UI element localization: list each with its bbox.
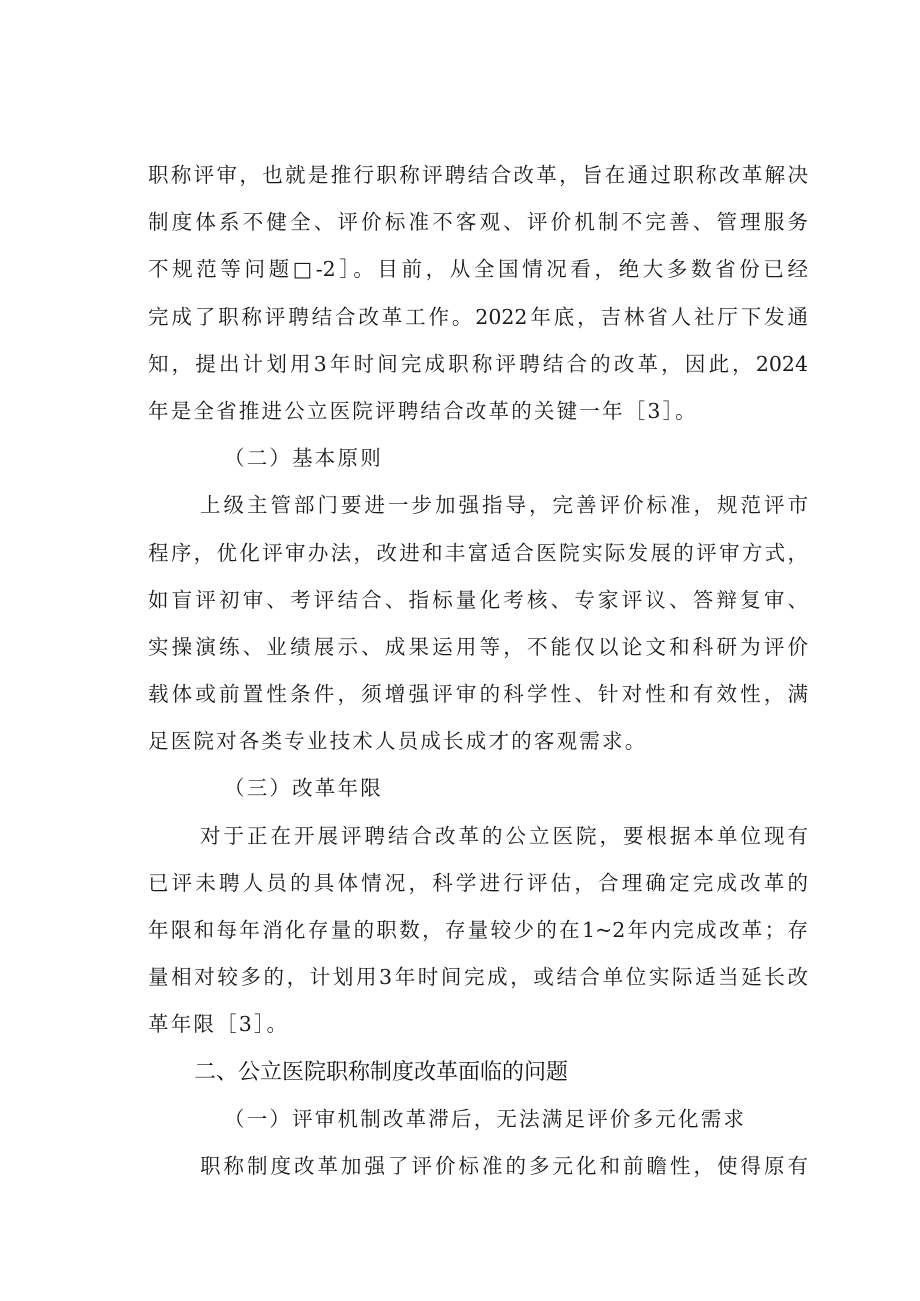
paragraph-line: 不规范等问题□-2］。目前，从全国情况看，绝大多数省份已经 bbox=[148, 257, 808, 282]
section-subheading: （二）基本原则 bbox=[224, 446, 383, 471]
paragraph-line: 制度体系不健全、评价标准不客观、评价机制不完善、管理服务 bbox=[148, 210, 808, 235]
paragraph-line: 完成了职称评聘结合改革工作。2022年底，吉林省人社厅下发通 bbox=[148, 304, 808, 329]
paragraph-line: 足医院对各类专业技术人员成长成才的客观需求。 bbox=[148, 729, 648, 754]
document-body bbox=[148, 152, 808, 1190]
paragraph-line: 上级主管部门要进一步加强指导，完善评价标准，规范评市 bbox=[200, 493, 808, 518]
paragraph-line: 职称评审，也就是推行职称评聘结合改革，旨在通过职称改革解决 bbox=[148, 163, 808, 187]
paragraph-line: 量相对较多的，计划用3年时间完成，或结合单位实际适当延长改 bbox=[148, 965, 808, 990]
paragraph-line: 革年限［3］。 bbox=[148, 1012, 290, 1037]
paragraph-line: 程序，优化评审办法，改进和丰富适合医院实际发展的评审方式， bbox=[148, 540, 808, 565]
paragraph-line: 年限和每年消化存量的职数，存量较少的在1~2年内完成改革；存 bbox=[148, 918, 808, 942]
paragraph-line: 实操演练、业绩展示、成果运用等，不能仅以论文和科研为评价 bbox=[148, 634, 808, 659]
paragraph-line: 职称制度改革加强了评价标准的多元化和前瞻性，使得原有 bbox=[200, 1153, 808, 1178]
section-subheading: （三）改革年限 bbox=[224, 776, 383, 801]
paragraph-line: 已评未聘人员的具体情况，科学进行评估，合理确定完成改革的 bbox=[148, 870, 808, 895]
paragraph-line: 如盲评初审、考评结合、指标量化考核、专家评议、答辩复审、 bbox=[148, 587, 808, 612]
section-subheading: （一）评审机制改革滞后，无法满足评价多元化需求 bbox=[224, 1106, 747, 1131]
paragraph-line: 载体或前置性条件，须增强评审的科学性、针对性和有效性，满 bbox=[148, 682, 808, 707]
paragraph-line: 年是全省推进公立医院评聘结合改革的关键一年［3］。 bbox=[148, 398, 698, 423]
paragraph-line: 对于正在开展评聘结合改革的公立医院，要根据本单位现有 bbox=[200, 823, 808, 848]
section-heading: 二、公立医院职称制度改革面临的问题 bbox=[194, 1059, 569, 1085]
paragraph-line: 知，提出计划用3年时间完成职称评聘结合的改革，因此，2024 bbox=[148, 351, 808, 376]
